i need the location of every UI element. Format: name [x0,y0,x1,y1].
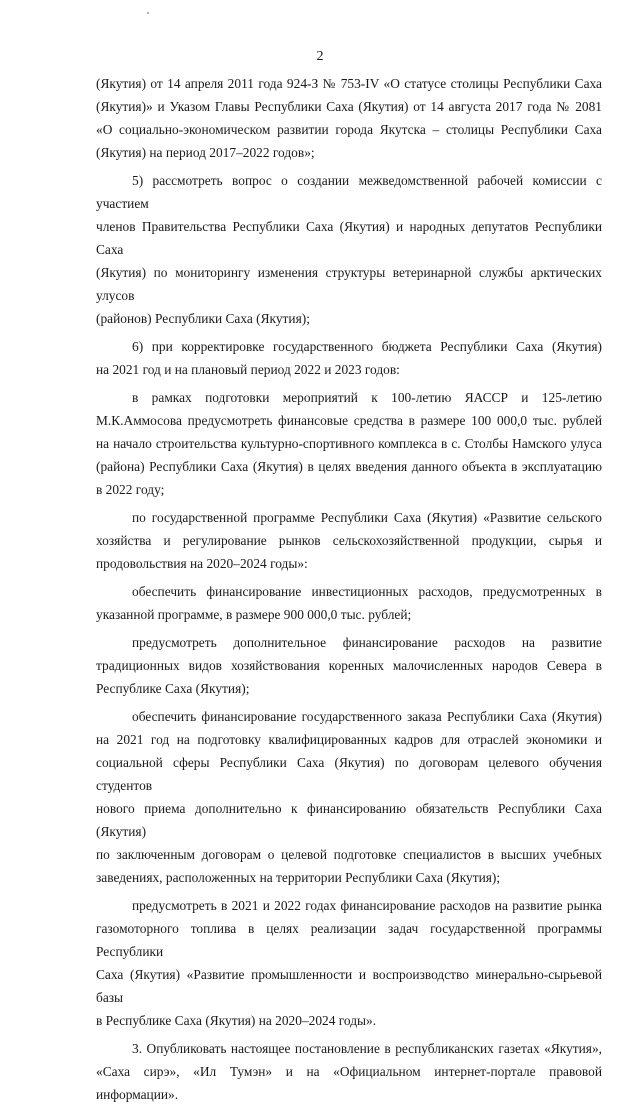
text-line: М.К.Аммосова предусмотреть финансовые средства в размере 100 000,0 тыс. рублей [96,413,602,428]
paragraph [96,705,602,889]
paragraph [96,580,602,626]
text-line: по государственной программе Республики Саха (Якутия) «Развитие сельского [132,510,602,525]
text-line: «Саха сирэ», «Ил Тумэн» и на «Официальном интернет-портале правовой информации». [96,1064,602,1102]
paragraph [96,631,602,700]
text-line: (Якутия)» и Указом Главы Республики Саха (Якутия) от 14 августа 2017 года № 2081 [96,99,602,114]
paragraph [96,1037,602,1106]
text-line: по заключенным договорам о целевой подготовке специалистов в высших учебных [96,847,602,862]
text-line: социальной сферы Республики Саха (Якутия) по договорам целевого обучения студентов [96,755,602,793]
page-number: 2 [316,49,324,64]
text-line: членов Правительства Республики Саха (Якутия) и народных депутатов Республики Саха [96,219,602,257]
text-line: на 2021 год на подготовку квалифицированных кадров для отраслей экономики и [96,732,602,747]
text-line: (районов) Республики Саха (Якутия); [96,311,310,326]
text-line: продовольствия на 2020–2024 годы»: [96,556,308,571]
text-line: 6) при корректировке государственного бюджета Республики Саха (Якутия) [132,339,602,354]
text-line: обеспечить финансирование государственного заказа Республики Саха (Якутия) [132,709,602,724]
paragraph [96,335,602,381]
text-line: в рамках подготовки мероприятий к 100-летию ЯАССР и 125-летию [132,390,602,405]
text-line: в Республике Саха (Якутия) на 2020–2024 годы». [96,1013,377,1028]
text-line: традиционных видов хозяйствования коренных малочисленных народов Севера в [96,658,602,673]
text-line: 5) рассмотреть вопрос о создании межведомственной рабочей комиссии с участием [96,173,602,211]
text-line: хозяйства и регулирование рынков сельскохозяйственной продукции, сырья и [96,533,602,548]
text-line: заведениях, расположенных на территории Республики Саха (Якутия); [96,870,501,885]
paragraph [96,72,602,164]
text-line: газомоторного топлива в целях реализации задач государственной программы Республики [96,921,602,959]
text-line: на начало строительства культурно-спортивного комплекса в с. Столбы Намского улуса [96,436,602,451]
text-line: указанной программе, в размере 900 000,0 тыс. рублей; [96,607,412,622]
scan-speck [147,12,149,14]
text-line: предусмотреть дополнительное финансирование расходов на развитие [132,635,602,650]
text-line: «О социально-экономическом развитии города Якутска – столицы Республики Саха [96,122,602,137]
text-line: предусмотреть в 2021 и 2022 годах финансирование расходов на развитие рынка [132,898,602,913]
text-line: в 2022 году; [96,482,165,497]
paragraph [96,169,602,330]
text-line: обеспечить финансирование инвестиционных расходов, предусмотренных в [132,584,602,599]
text-line: (Якутия) от 14 апреля 2011 года 924-З № 753-IV «О статусе столицы Республики Саха [96,76,602,91]
text-line: (Якутия) на период 2017–2022 годов»; [96,145,315,160]
text-line: Республике Саха (Якутия); [96,681,250,696]
paragraph [96,506,602,575]
paragraph [96,386,602,501]
text-line: (Якутия) по мониторингу изменения структуры ветеринарной службы арктических улусов [96,265,602,303]
text-line: 3. Опубликовать настоящее постановление в республиканских газетах «Якутия», [132,1041,602,1056]
text-line: Саха (Якутия) «Развитие промышленности и воспроизводство минерально-сырьевой базы [96,967,602,1005]
document-body [96,72,602,1106]
text-line: (района) Республики Саха (Якутия) в целях введения данного объекта в эксплуатацию [96,459,602,474]
paragraph [96,894,602,1032]
text-line: на 2021 год и на плановый период 2022 и 2023 годов: [96,362,400,377]
text-line: нового приема дополнительно к финансированию обязательств Республики Саха (Якутия) [96,801,602,839]
